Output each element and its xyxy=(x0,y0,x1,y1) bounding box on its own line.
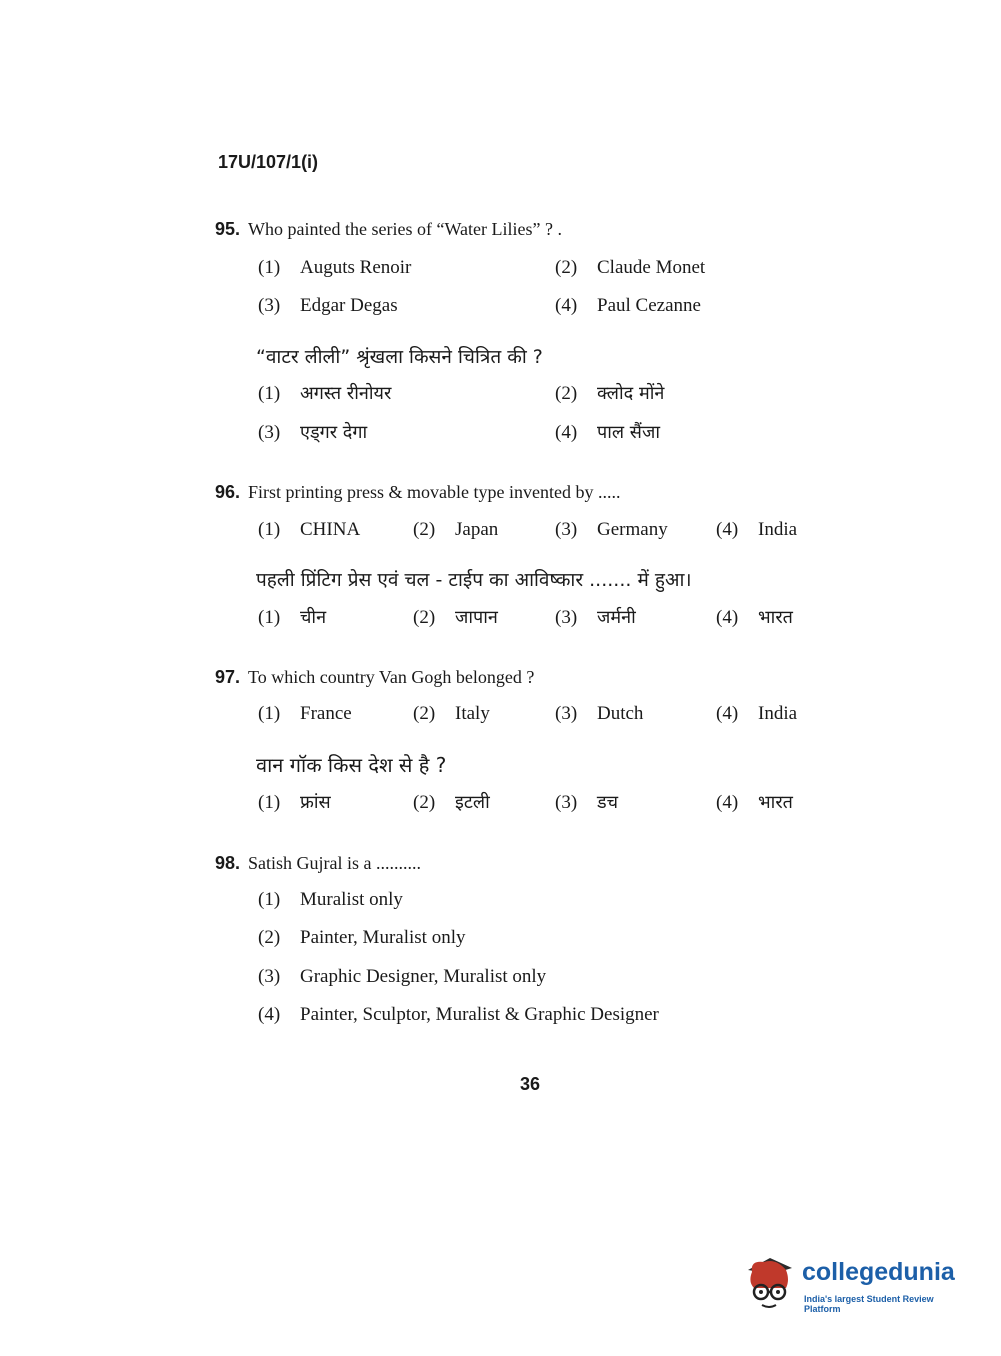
question-text: To which country Van Gogh belonged ? xyxy=(248,667,535,687)
option-hindi: (1) चीन xyxy=(258,607,327,628)
paper-code: 17U/107/1(i) xyxy=(218,152,319,172)
question-text: Satish Gujral is a .......... xyxy=(248,853,422,873)
option: (4) India xyxy=(716,703,798,724)
option: (1) CHINA xyxy=(258,519,361,540)
question-97 xyxy=(215,667,534,688)
question-text-hindi: वान गॉक किस देश से है ? xyxy=(256,753,447,777)
option: (3) Graphic Designer, Muralist only xyxy=(258,966,547,987)
option-hindi: (2) इटली xyxy=(413,792,490,813)
mascot-icon xyxy=(742,1252,798,1312)
question-text-hindi: “वाटर लीली” श्रृंखला किसने चित्रित की ? xyxy=(256,346,543,368)
option-hindi: (3) डच xyxy=(555,792,619,813)
option-hindi: (4) भारत xyxy=(716,607,793,628)
question-98 xyxy=(215,853,421,874)
option: (4) India xyxy=(716,519,798,540)
option: (1) France xyxy=(258,703,352,724)
option-hindi: (2) जापान xyxy=(413,607,498,628)
logo-tagline: India's largest Student Review Platform xyxy=(804,1294,934,1314)
option: (3) Dutch xyxy=(555,703,644,724)
question-number: 95. xyxy=(215,219,241,239)
option-hindi: (1) अगस्त रीनोयर xyxy=(258,383,392,404)
question-number: 97. xyxy=(215,667,241,687)
logo-wordmark: collegedunia xyxy=(802,1258,955,1286)
question-number: 96. xyxy=(215,482,241,502)
option: (3) Germany xyxy=(555,519,668,540)
option: (2) Claude Monet xyxy=(555,257,706,278)
option: (1) Auguts Renoir xyxy=(258,257,412,278)
question-text-hindi: पहली प्रिंटिग प्रेस एवं चल - टाईप का आविष्कार ....... में हुआ। xyxy=(256,569,692,591)
option: (2) Italy xyxy=(413,703,490,724)
question-95 xyxy=(215,219,562,240)
option-hindi: (4) भारत xyxy=(716,792,793,813)
question-96 xyxy=(215,482,621,503)
option: (4) Painter, Sculptor, Muralist & Graphic Designer xyxy=(258,1004,659,1025)
option: (1) Muralist only xyxy=(258,889,403,910)
option: (2) Painter, Muralist only xyxy=(258,927,466,948)
option: (2) Japan xyxy=(413,519,499,540)
question-number: 98. xyxy=(215,853,241,873)
question-text: Who painted the series of “Water Lilies” ? . xyxy=(248,219,562,239)
option-hindi: (4) पाल सैंजा xyxy=(555,422,660,443)
question-text: First printing press & movable type invented by ..... xyxy=(248,482,621,502)
option-hindi: (2) क्लोद मोंने xyxy=(555,383,665,404)
option-hindi: (3) एड्गर देगा xyxy=(258,422,368,443)
option: (3) Edgar Degas xyxy=(258,295,398,316)
option-hindi: (3) जर्मनी xyxy=(555,607,636,628)
option-hindi: (1) फ्रांस xyxy=(258,792,331,813)
page-number: 36 xyxy=(520,1074,541,1094)
collegedunia-logo xyxy=(742,1252,972,1322)
option: (4) Paul Cezanne xyxy=(555,295,701,316)
